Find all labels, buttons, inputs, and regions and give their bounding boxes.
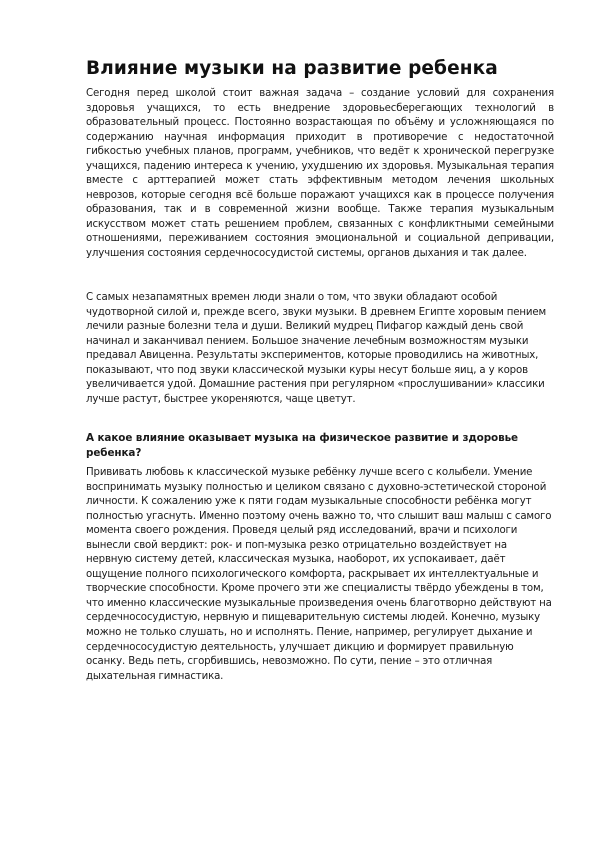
paragraph-physical-development: Прививать любовь к классической музыке ребёнку лучше всего с колыбели. Умение воспринимать музыку полностью и целиком связано с духовно-эстетической стороной личности. К сожалению уже к пяти годам музыкальные способности ребёнка могут полностью угаснуть. Именно поэтому очень важно то, что слышит ваш малыш с самого момента своего рождения. Проведя целый ряд исследований, врачи и психологи вынесли свой вердикт: рок- и поп-музыка резко отрицательно воздействует на нервную систему детей, классическая музыка, наоборот, их успокаивает, даёт ощущение полного психологического комфорта, раскрывает их интеллектуальные и творческие способности. Кроме прочего эти же специалисты твёрдо убеждены в том, что именно классические музыкальные произведения очень благотворно действуют на сердечнососудистую, нервную и пищеварительную системы людей. Конечно, музыку можно не только слушать, но и исполнять. Пение, например, регулирует дыхание и сердечнососудистую деятельность, улучшает дикцию и формирует правильную осанку. Ведь петь, сгорбившись, невозможно. По сути, пение – это отличная дыхательная гимнастика. [86,467,552,682]
paragraph-history: С самых незапамятных времен люди знали о том, что звуки обладают особой чудотворной силой и, прежде всего, звуки музыки. В древнем Египте хоровым пением лечили разные болезни тела и души. Великий мудрец Пифагор каждый день свой начинал и заканчивал пением. Большое значение лечебным возможностям музыки предавал Авиценна. Результаты экспериментов, которые проводились на животных, показывают, что под звуки классической музыки куры несут больше яиц, а у коров увеличивается удой. Домашние растения при регулярном «прослушивании» классики лучше растут, быстрее укореняются, чаще цветут. [86,292,547,405]
section-heading: А какое влияние оказывает музыка на физическое развитие и здоровье ребенка? [86,432,518,459]
paragraph-intro: Сегодня перед школой стоит важная задача – создание условий для сохранения здоровья учащихся, то есть внедрение здоровьесберегающих технологий в образовательный процесс. Постоянно возрастающая по объёму и усложняющаяся по содержанию научная информация приходит в противоречие с недостаточной гибкостью учебных планов, программ, учебников, что ведёт к хронической перегрузке учащихся, падению интереса к учению, ухудшению их здоровья. Музыкальная терапия вместе с арттерапией может стать эффективным методом лечения школьных неврозов, которые сегодня всё больше поражают учащихся как в процессе получения образования, так и в современной жизни вообще. Также терапия музыкальным искусством может стать решением проблем, связанных с конфликтными семейными отношениями, переживанием состояния эмоциональной и социальной депривации, улучшения состояния сердечнососудистой системы, органов дыхания и так далее. [86,88,554,260]
document-title: Влияние музыки на развитие ребенка [86,58,498,79]
